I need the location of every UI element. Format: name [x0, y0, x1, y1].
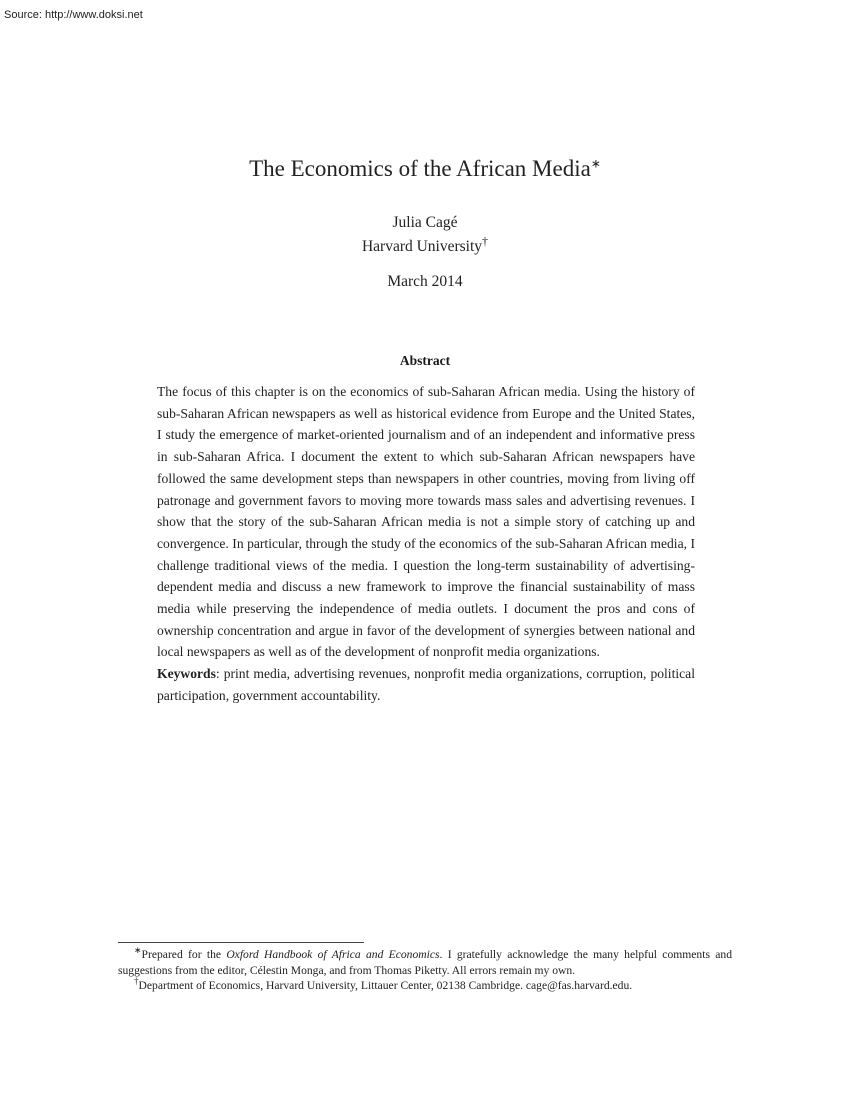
paper-title [0, 156, 850, 182]
abstract-heading: Abstract [399, 353, 451, 368]
keywords-label: Keywords [157, 666, 216, 682]
abstract-section [157, 381, 695, 707]
keywords-paragraph [157, 663, 695, 706]
affiliation [0, 233, 850, 256]
footnotes [118, 947, 732, 994]
footnote-1-mark: ∗ [134, 945, 142, 956]
paper-title-text: The Economics of the African Media [249, 156, 591, 181]
keywords-list: : print media, advertising revenues, nonprofit media organizations, corruption, political participation, government accountability. [157, 666, 695, 703]
source-url: Source: http://www.doksi.net [4, 9, 143, 21]
footnote-1-italic: Oxford Handbook of Africa and Economics [226, 948, 440, 961]
title-footnote-mark: ∗ [590, 156, 601, 171]
publication-date: March 2014 [387, 273, 463, 290]
footnote-1-pre: Prepared for the [141, 948, 227, 961]
affiliation-footnote-mark: † [482, 233, 489, 248]
footnote-2-text: Department of Economics, Harvard University, Littauer Center, 02138 Cambridge. cage@fas.harvard.edu. [138, 979, 633, 993]
author-name: Julia Cagé [392, 214, 458, 231]
abstract-text: The focus of this chapter is on the economics of sub-Saharan African media. Using the history of sub-Saharan African newspapers as well as historical evidence from Europe and the United States, I study the emergence of market-oriented journalism and of an independent and informative press in sub-Saharan Africa. I document the extent to which sub-Saharan African newspapers have followed the same development steps than newspapers in other countries, moving from living off patronage and government favors to moving more towards mass sales and advertising revenues. I show that the story of the sub-Saharan African media is not a simple story of catching up and convergence. In particular, through the study of the economics of the sub-Saharan African media, I challenge traditional views of the media. I question the long-term sustainability of advertising-dependent media and discuss a new framework to improve the financial sustainability of mass media while preserving the independence of media outlets. I document the pros and cons of ownership concentration and argue in favor of the development of synergies between national and local newspapers as well as of the development of nonprofit media organizations. [157, 384, 695, 660]
footnote-divider [118, 942, 364, 943]
affiliation-text: Harvard University [361, 238, 483, 255]
footnote-2-mark: † [134, 976, 139, 987]
footnote-2 [118, 978, 732, 994]
footnote-1 [118, 947, 732, 978]
footnote-1-post: . I gratefully acknowledge the many helpful comments and suggestions from the editor, Célestin Monga, and from Thomas Piketty. All errors remain my own. [118, 948, 732, 977]
